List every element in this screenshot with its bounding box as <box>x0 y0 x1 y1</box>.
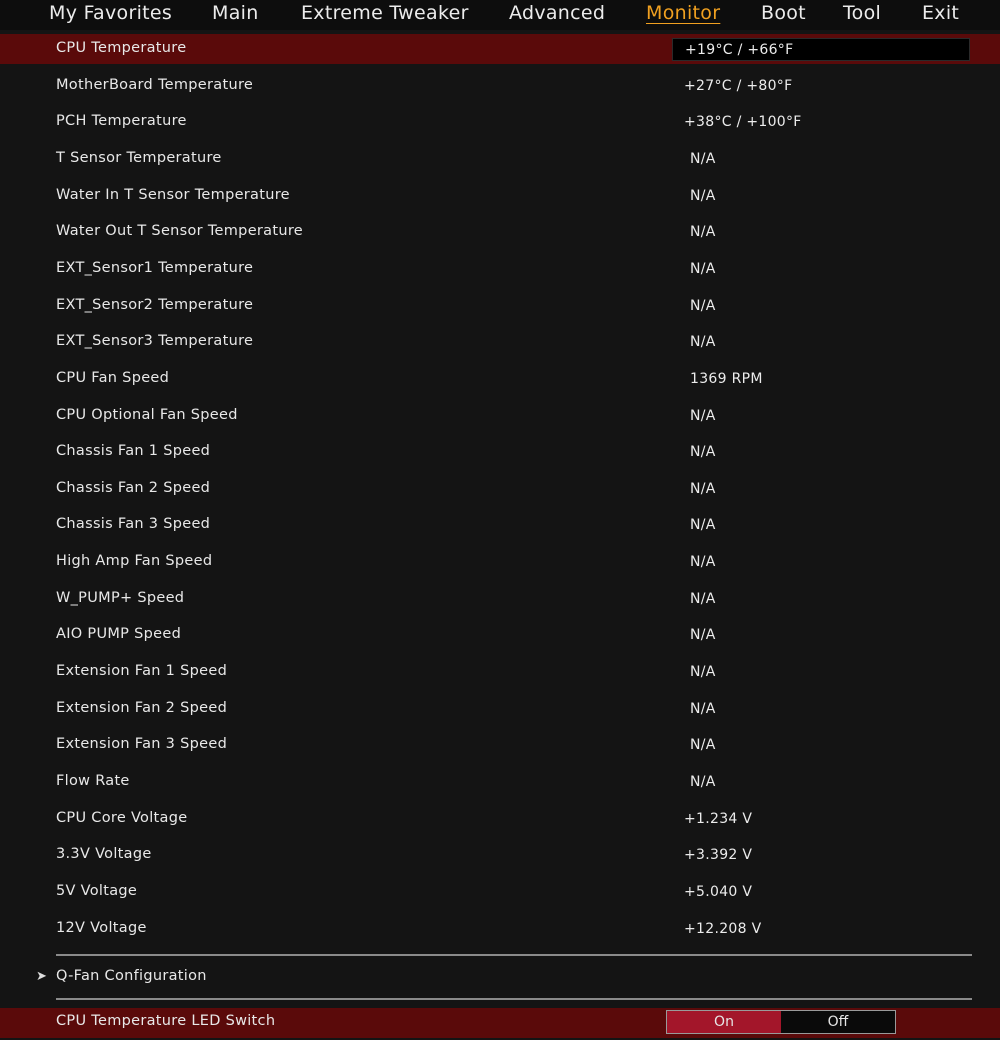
submenu-arrow-icon: ➤ <box>36 969 47 984</box>
tab-boot[interactable]: Boot <box>761 2 806 24</box>
monitor-row[interactable] <box>0 34 1000 64</box>
monitor-row <box>0 914 1000 944</box>
monitor-row-value: N/A <box>690 701 716 717</box>
tab-my-favorites[interactable]: My Favorites <box>49 2 173 24</box>
monitor-row-value: N/A <box>690 664 716 680</box>
monitor-row-label: Extension Fan 3 Speed <box>56 736 228 752</box>
monitor-row-label: Flow Rate <box>56 773 130 789</box>
monitor-row <box>0 767 1000 797</box>
submenu-label: Q-Fan Configuration <box>56 968 207 984</box>
monitor-row <box>0 254 1000 284</box>
monitor-row-value: N/A <box>690 224 716 240</box>
monitor-row-value: N/A <box>690 151 716 167</box>
divider <box>56 954 972 956</box>
monitor-row-value: N/A <box>690 774 716 790</box>
led-switch-label: CPU Temperature LED Switch <box>56 1013 276 1029</box>
monitor-row <box>0 840 1000 870</box>
monitor-row-value: +12.208 V <box>684 921 762 937</box>
led-switch-toggle[interactable] <box>666 1010 896 1034</box>
monitor-row-label: MotherBoard Temperature <box>56 77 254 93</box>
monitor-row-value: N/A <box>690 408 716 424</box>
monitor-row <box>0 510 1000 540</box>
monitor-row-label: Extension Fan 1 Speed <box>56 663 228 679</box>
q-fan-configuration-submenu[interactable] <box>0 964 1000 992</box>
monitor-row <box>0 877 1000 907</box>
monitor-row <box>0 364 1000 394</box>
monitor-row <box>0 327 1000 357</box>
monitor-row-label: AIO PUMP Speed <box>56 626 182 642</box>
monitor-row-label: CPU Fan Speed <box>56 370 170 386</box>
divider <box>56 998 972 1000</box>
monitor-row-value: N/A <box>690 298 716 314</box>
monitor-row-label: 3.3V Voltage <box>56 846 152 862</box>
monitor-row-value: N/A <box>690 554 716 570</box>
monitor-row-value: +1.234 V <box>684 811 753 827</box>
monitor-row-label: EXT_Sensor2 Temperature <box>56 297 254 313</box>
monitor-row-label: Chassis Fan 1 Speed <box>56 443 211 459</box>
monitor-row-value: +3.392 V <box>684 847 753 863</box>
tab-extreme-tweaker[interactable]: Extreme Tweaker <box>301 2 469 24</box>
led-switch-off-option[interactable]: Off <box>827 1014 849 1030</box>
monitor-row-value: +38°C / +100°F <box>684 114 802 130</box>
tab-exit[interactable]: Exit <box>922 2 960 24</box>
monitor-row-label: EXT_Sensor1 Temperature <box>56 260 254 276</box>
monitor-row-value: +27°C / +80°F <box>684 78 793 94</box>
monitor-row <box>0 730 1000 760</box>
monitor-row <box>0 584 1000 614</box>
monitor-row-label: Chassis Fan 3 Speed <box>56 516 211 532</box>
monitor-row-value: N/A <box>690 334 716 350</box>
monitor-row-value: N/A <box>690 737 716 753</box>
monitor-row-label: W_PUMP+ Speed <box>56 590 185 606</box>
monitor-row <box>0 620 1000 650</box>
monitor-row-label: CPU Temperature <box>56 40 187 56</box>
top-menu-bar <box>0 0 1000 30</box>
monitor-row-label: Water Out T Sensor Temperature <box>56 223 303 239</box>
monitor-row <box>0 217 1000 247</box>
monitor-row <box>0 107 1000 137</box>
led-switch-on-option[interactable]: On <box>667 1011 781 1033</box>
monitor-row-label: Water In T Sensor Temperature <box>56 187 290 203</box>
monitor-row-label: T Sensor Temperature <box>56 150 222 166</box>
tab-monitor[interactable]: Monitor <box>646 2 721 24</box>
monitor-row-label: 5V Voltage <box>56 883 138 899</box>
monitor-row-label: Extension Fan 2 Speed <box>56 700 228 716</box>
monitor-row-label: Chassis Fan 2 Speed <box>56 480 211 496</box>
monitor-row-value: N/A <box>690 481 716 497</box>
monitor-row <box>0 437 1000 467</box>
monitor-row <box>0 694 1000 724</box>
monitor-row-value: 1369 RPM <box>690 371 763 387</box>
monitor-row-value: +19°C / +66°F <box>685 42 794 58</box>
monitor-row <box>0 291 1000 321</box>
cpu-temperature-led-switch-row[interactable] <box>0 1008 1000 1038</box>
monitor-row <box>0 804 1000 834</box>
monitor-row-label: 12V Voltage <box>56 920 147 936</box>
monitor-row-value: N/A <box>690 627 716 643</box>
tab-main[interactable]: Main <box>212 2 259 24</box>
monitor-row <box>0 401 1000 431</box>
monitor-row-label: PCH Temperature <box>56 113 187 129</box>
monitor-row-value: +5.040 V <box>684 884 753 900</box>
monitor-row <box>0 181 1000 211</box>
monitor-row-label: CPU Core Voltage <box>56 810 188 826</box>
monitor-row <box>0 474 1000 504</box>
monitor-row-value: N/A <box>690 261 716 277</box>
monitor-row <box>0 71 1000 101</box>
monitor-row-label: EXT_Sensor3 Temperature <box>56 333 254 349</box>
monitor-row <box>0 657 1000 687</box>
monitor-row-label: CPU Optional Fan Speed <box>56 407 238 423</box>
monitor-row-value: N/A <box>690 444 716 460</box>
monitor-row-value: N/A <box>690 517 716 533</box>
tab-tool[interactable]: Tool <box>843 2 882 24</box>
monitor-row-value: N/A <box>690 591 716 607</box>
selected-value-box <box>672 38 970 61</box>
monitor-row <box>0 547 1000 577</box>
monitor-row <box>0 144 1000 174</box>
tab-advanced[interactable]: Advanced <box>509 2 606 24</box>
monitor-row-label: High Amp Fan Speed <box>56 553 213 569</box>
monitor-row-value: N/A <box>690 188 716 204</box>
